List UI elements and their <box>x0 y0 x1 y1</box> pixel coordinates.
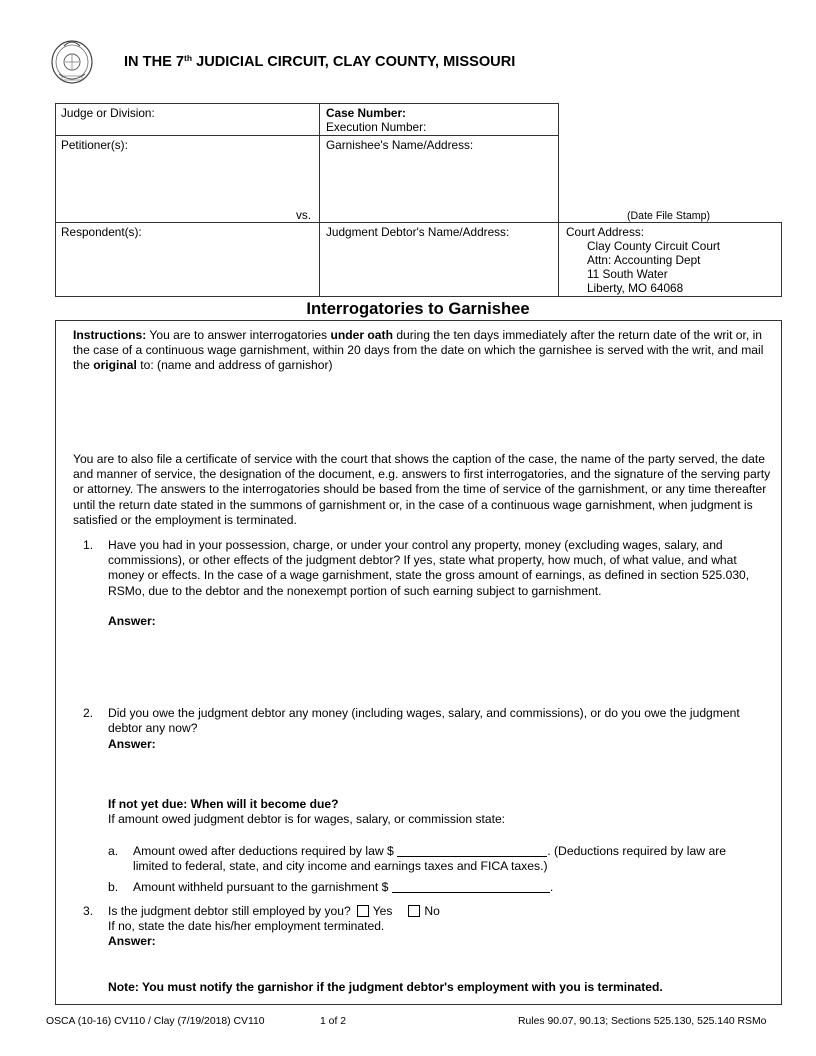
garnishee-label: Garnishee's Name/Address: <box>326 138 474 152</box>
item-b-text: Amount withheld pursuant to the garnishment $ . <box>133 880 554 894</box>
question-3-number: 3. <box>83 904 94 918</box>
no-label: No <box>424 904 440 918</box>
certificate-paragraph: You are to also file a certificate of service with the court that shows the caption of the case, the name of the party served, the date and manner of service, the designation of the document, e.g. answers to first interrogatories, and the signature of the serving party or attorney. The answers to the interrogatories should be based from the time of service of the garnishment, or any time thereafter until the return date stated in the summons of garnishment or, in the case of a continuous wage garnishment, when judgment is satisfied or the employment is terminated. <box>73 452 771 527</box>
instructions-paragraph: Instructions: You are to answer interrogatories under oath during the ten days immediately after the return date of the writ or, in the case of a continuous wage garnishment, within 20 days from the date on which the garnishee is served with the writ, and mail the original to: (name and address of garnishor) <box>73 328 764 373</box>
question-2-answer-label: Answer: <box>108 737 156 751</box>
no-checkbox[interactable] <box>408 905 420 917</box>
question-3-text: Is the judgment debtor still employed by you? Yes No <box>108 904 440 918</box>
court-address-label: Court Address: <box>566 225 645 239</box>
debtor-label: Judgment Debtor's Name/Address: <box>326 225 510 239</box>
amount-withheld-blank[interactable] <box>392 880 550 893</box>
termination-note: Note: You must notify the garnishor if the judgment debtor's employment with you is terminated. <box>108 980 663 994</box>
not-yet-due-label: If not yet due: When will it become due? <box>108 797 339 811</box>
execution-number-label: Execution Number: <box>326 120 427 134</box>
item-a-text: Amount owed after deductions required by law $ . (Deductions required by law are limited to federal, state, and city income and earnings taxes and FICA taxes.) <box>133 844 727 874</box>
court-address-line: 11 South Water <box>587 267 668 281</box>
court-address-line: Liberty, MO 64068 <box>587 281 684 295</box>
yes-label: Yes <box>372 904 393 918</box>
footer-form-id: OSCA (10-16) CV110 / Clay (7/19/2018) CV110 <box>46 1016 265 1027</box>
wages-intro: If amount owed judgment debtor is for wages, salary, or commission state: <box>108 812 506 826</box>
interrogatories-box <box>55 320 782 1005</box>
petitioner-label: Petitioner(s): <box>61 138 128 152</box>
respondent-label: Respondent(s): <box>61 225 142 239</box>
missouri-state-seal-icon <box>50 36 94 86</box>
question-2-text: Did you owe the judgment debtor any money (including wages, salary, and commissions), or do you owe the judgment debtor any now? <box>108 706 740 736</box>
date-file-stamp-label: (Date File Stamp) <box>627 210 711 222</box>
case-number-label: Case Number: <box>326 106 406 120</box>
footer-rules: Rules 90.07, 90.13; Sections 525.130, 525.140 RSMo <box>518 1016 767 1027</box>
yes-checkbox[interactable] <box>357 905 369 917</box>
question-2-number: 2. <box>83 706 94 720</box>
footer-page-number: 1 of 2 <box>320 1016 346 1027</box>
question-3-subtext: If no, state the date his/her employment terminated. <box>108 919 385 933</box>
item-a-label: a. <box>108 844 119 858</box>
amount-owed-blank[interactable] <box>397 844 547 857</box>
judge-label: Judge or Division: <box>61 106 155 120</box>
court-address-line: Clay County Circuit Court <box>587 239 721 253</box>
court-address-line: Attn: Accounting Dept <box>587 253 701 267</box>
item-b-label: b. <box>108 880 119 894</box>
document-title: Interrogatories to Garnishee <box>306 299 530 318</box>
question-1-number: 1. <box>83 538 94 552</box>
question-1-answer-label: Answer: <box>108 614 156 628</box>
vs-label: vs. <box>296 208 312 222</box>
question-1-text: Have you had in your possession, charge, or under your control any property, money (excluding wages, salary, and commissions), or other effects of the judgment debtor? If yes, state what property, how much, of what value, and what money or effects. In the case of a wage garnishment, state the gross amount of earnings, as defined in section 525.030, RSMo, due to the debtor and the nonexempt portion of such earning subject to garnishment. <box>108 538 750 598</box>
question-3-answer-label: Answer: <box>108 934 156 948</box>
court-title: IN THE 7th JUDICIAL CIRCUIT, CLAY COUNTY, MISSOURI <box>124 53 516 70</box>
